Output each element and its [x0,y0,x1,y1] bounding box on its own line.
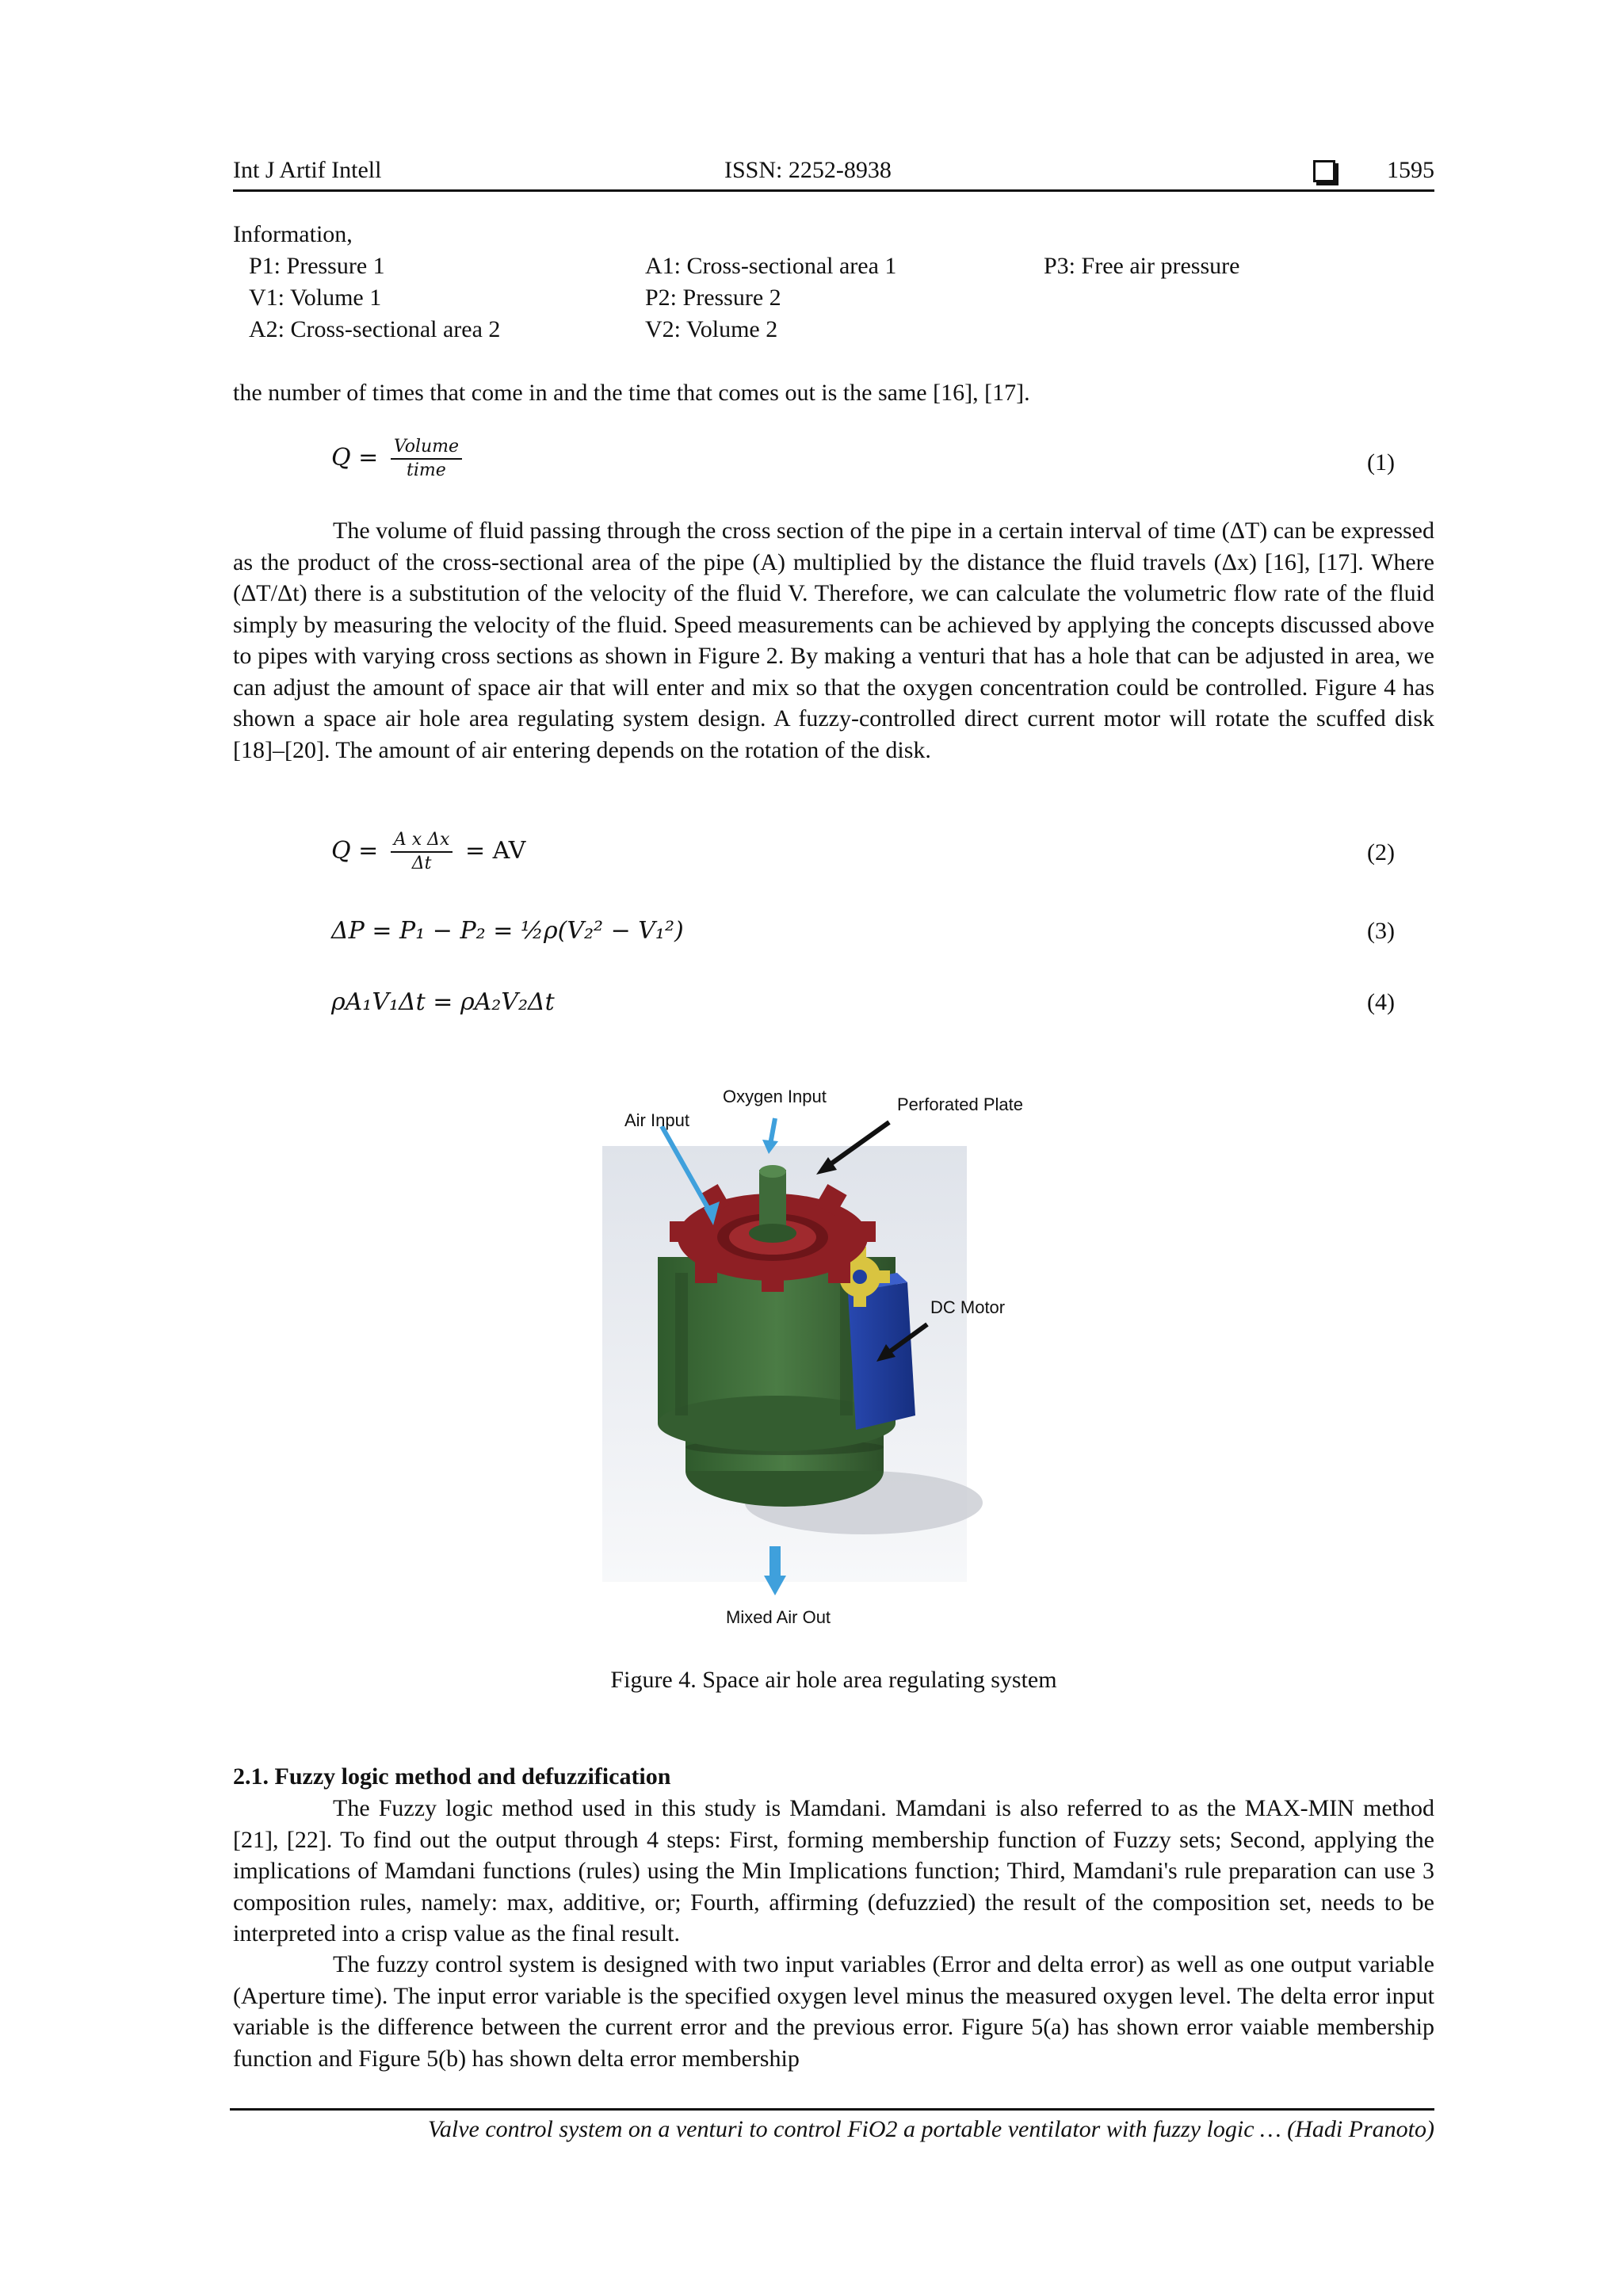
paragraph: The fuzzy control system is designed with two input variables (Error and delta error) as well as one output variable (Aperture time). The input error variable is the specified oxygen level minus the measured oxygen level. The delta error input variable is the difference between the current error and the previous error. Figure 5(a) has shown error vaiable membership function and Figure 5(b) has shown delta error membership [233,1951,1434,2072]
info-item: P2: Pressure 2 [645,284,781,311]
label-perforated-plate: Perforated Plate [897,1095,1023,1114]
label-oxygen-input: Oxygen Input [723,1087,827,1106]
information-title: Information, [233,221,353,247]
mixed-air-out-arrow [769,1546,781,1578]
info-item: V1: Volume 1 [249,284,382,311]
paragraph: the number of times that come in and the time that comes out is the same [16], [17]. [233,380,1030,406]
journal-name: Int J Artif Intell [233,157,382,183]
valve-assembly-illustration [602,1075,1046,1629]
equation-2: Q = $\frac{\text{A x Δx}}{\Delta t}$ = AV (2) [331,830,1395,873]
equation-3: ΔP = P₁ − P₂ = ½ρ(V₂² − V₁²) (3) [331,915,1395,963]
label-mixed-air-out: Mixed Air Out [726,1607,831,1627]
equation-number: (4) [1367,989,1395,1015]
figure-caption: Figure 4. Space air hole area regulating system [610,1667,1057,1693]
equation-number: (2) [1367,839,1395,865]
info-item: V2: Volume 2 [645,315,778,342]
page-footer: Valve control system on a venturi to control FiO2 a portable ventilator with fuzzy logic … (Hadi Pranoto) [230,2108,1434,2145]
paragraph: The volume of fluid passing through the cross section of the pipe in a certain interval of time (ΔT) can be expressed as the product of the cross-sectional area of the pipe (A) multiplied by the distance the fluid travels (Δx) [16], [17]. Where (ΔT/Δt) there is a substitution of the velocity of the fluid V. Therefore, we can calculate the volumetric flow rate of the fluid simply by measuring the velocity of the fluid. Speed measurements can be achieved by applying the concepts discussed above to pipes with varying cross sections as shown in Figure 2. By making a venturi that has a hole that can be adjusted in area, we can adjust the amount of space air that will enter and mix so that the oxygen concentration could be controlled. Figure 4 has shown a space air hole area regulating system design. A fuzzy-controlled direct current motor will rotate the scuffed disk [18]–[20]. The amount of air entering depends on the rotation of the disk. [233,518,1434,763]
square-bullet-icon [1313,160,1335,182]
info-item: A1: Cross-sectional area 1 [645,252,897,279]
page-number: 1595 [1387,157,1434,183]
page-header [233,155,1434,192]
oxygen-input-arrow [770,1118,775,1144]
figure-4 [602,1075,1046,1629]
information-block [233,219,1434,346]
paragraph: The Fuzzy logic method used in this study is Mamdani. Mamdani is also referred to as the MAX-MIN method [21], [22]. To find out the output through 4 steps: First, forming membership function of Fuzzy sets; Second, applying the implications of Mamdani functions (rules) using the Min Implications function; Third, Mamdani's rule preparation can use 3 composition rules, namely: max, additive, or; Fourth, affirming (defuzzied) the result of the composition set, needs to be interpreted into a crisp value as the final result. [233,1795,1434,1946]
equation-number: (3) [1367,918,1395,944]
information-list [233,250,1434,346]
info-item: A2: Cross-sectional area 2 [249,315,501,342]
label-air-input: Air Input [624,1110,689,1130]
issn: ISSN: 2252-8938 [724,157,892,183]
equation-4: ρA₁V₁Δt = ρA₂V₂Δt (4) [331,987,1395,1034]
info-item: P1: Pressure 1 [249,252,385,279]
equation-1: Q = $\frac{\text{Volume}}{\text{time}}$ (1) [331,437,1395,480]
label-dc-motor: DC Motor [930,1297,1006,1317]
info-item: P3: Free air pressure [1044,252,1240,279]
equation-number: (1) [1367,449,1395,476]
section-heading: 2.1. Fuzzy logic method and defuzzification [233,1763,671,1790]
